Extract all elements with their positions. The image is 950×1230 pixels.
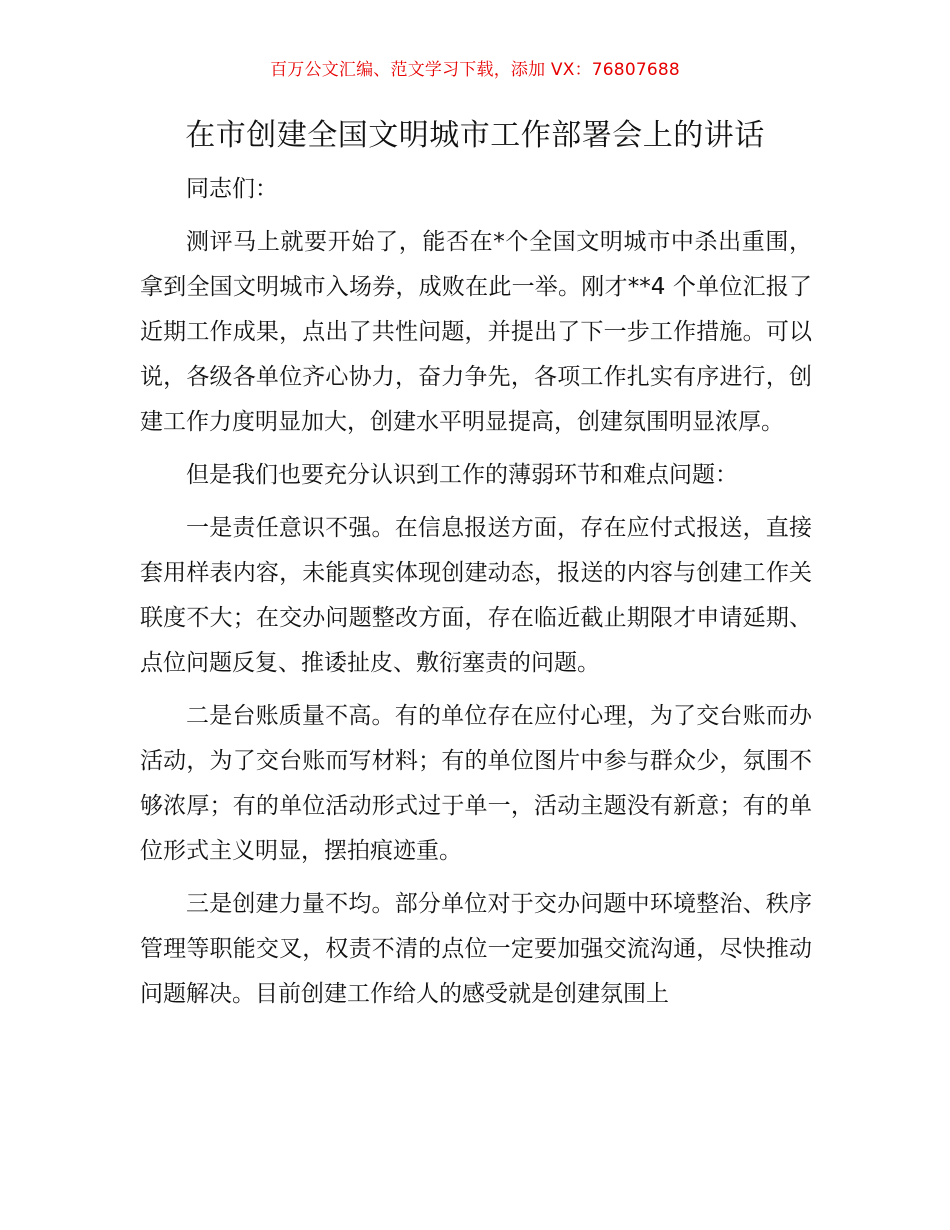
paragraph-transition: 但是我们也要充分认识到工作的薄弱环节和难点问题：	[186, 462, 738, 488]
paragraph-point-3: 三是创建力量不均。部分单位对于交办问题中环境整治、秩序管理等职能交叉，权责不清的点位一定要加强交流沟通，尽快推动问题解决。目前创建工作给人的感受就是创建氛围上	[140, 891, 812, 1007]
paragraph-point-1: 一是责任意识不强。在信息报送方面，存在应付式报送，直接套用样表内容，未能真实体现创建动态，报送的内容与创建工作关联度不大；在交办问题整改方面，存在临近截止期限才申请延期、点位问题反复、推诿扯皮、敷衍塞责的问题。	[140, 515, 812, 676]
document-title: 在市创建全国文明城市工作部署会上的讲话	[185, 118, 765, 153]
paragraph-intro: 测评马上就要开始了，能否在*个全国文明城市中杀出重围，拿到全国文明城市入场券，成败在此一举。刚才**4 个单位汇报了近期工作成果，点出了共性问题，并提出了下一步工作措施。可以说，各级各单位齐心协力，奋力争先，各项工作扎实有序进行，创建工作力度明显加大，创建水平明显提高，创建氛围明显浓厚。	[140, 229, 812, 435]
header-banner: 百万公文汇编、范文学习下载，添加 VX：76807688	[270, 60, 680, 80]
greeting: 同志们：	[186, 176, 278, 202]
document-body	[140, 167, 812, 1025]
paragraph-point-2: 二是台账质量不高。有的单位存在应付心理，为了交台账而办活动，为了交台账而写材料；有的单位图片中参与群众少，氛围不够浓厚；有的单位活动形式过于单一，活动主题没有新意；有的单位形式主义明显，摆拍痕迹重。	[140, 703, 812, 864]
